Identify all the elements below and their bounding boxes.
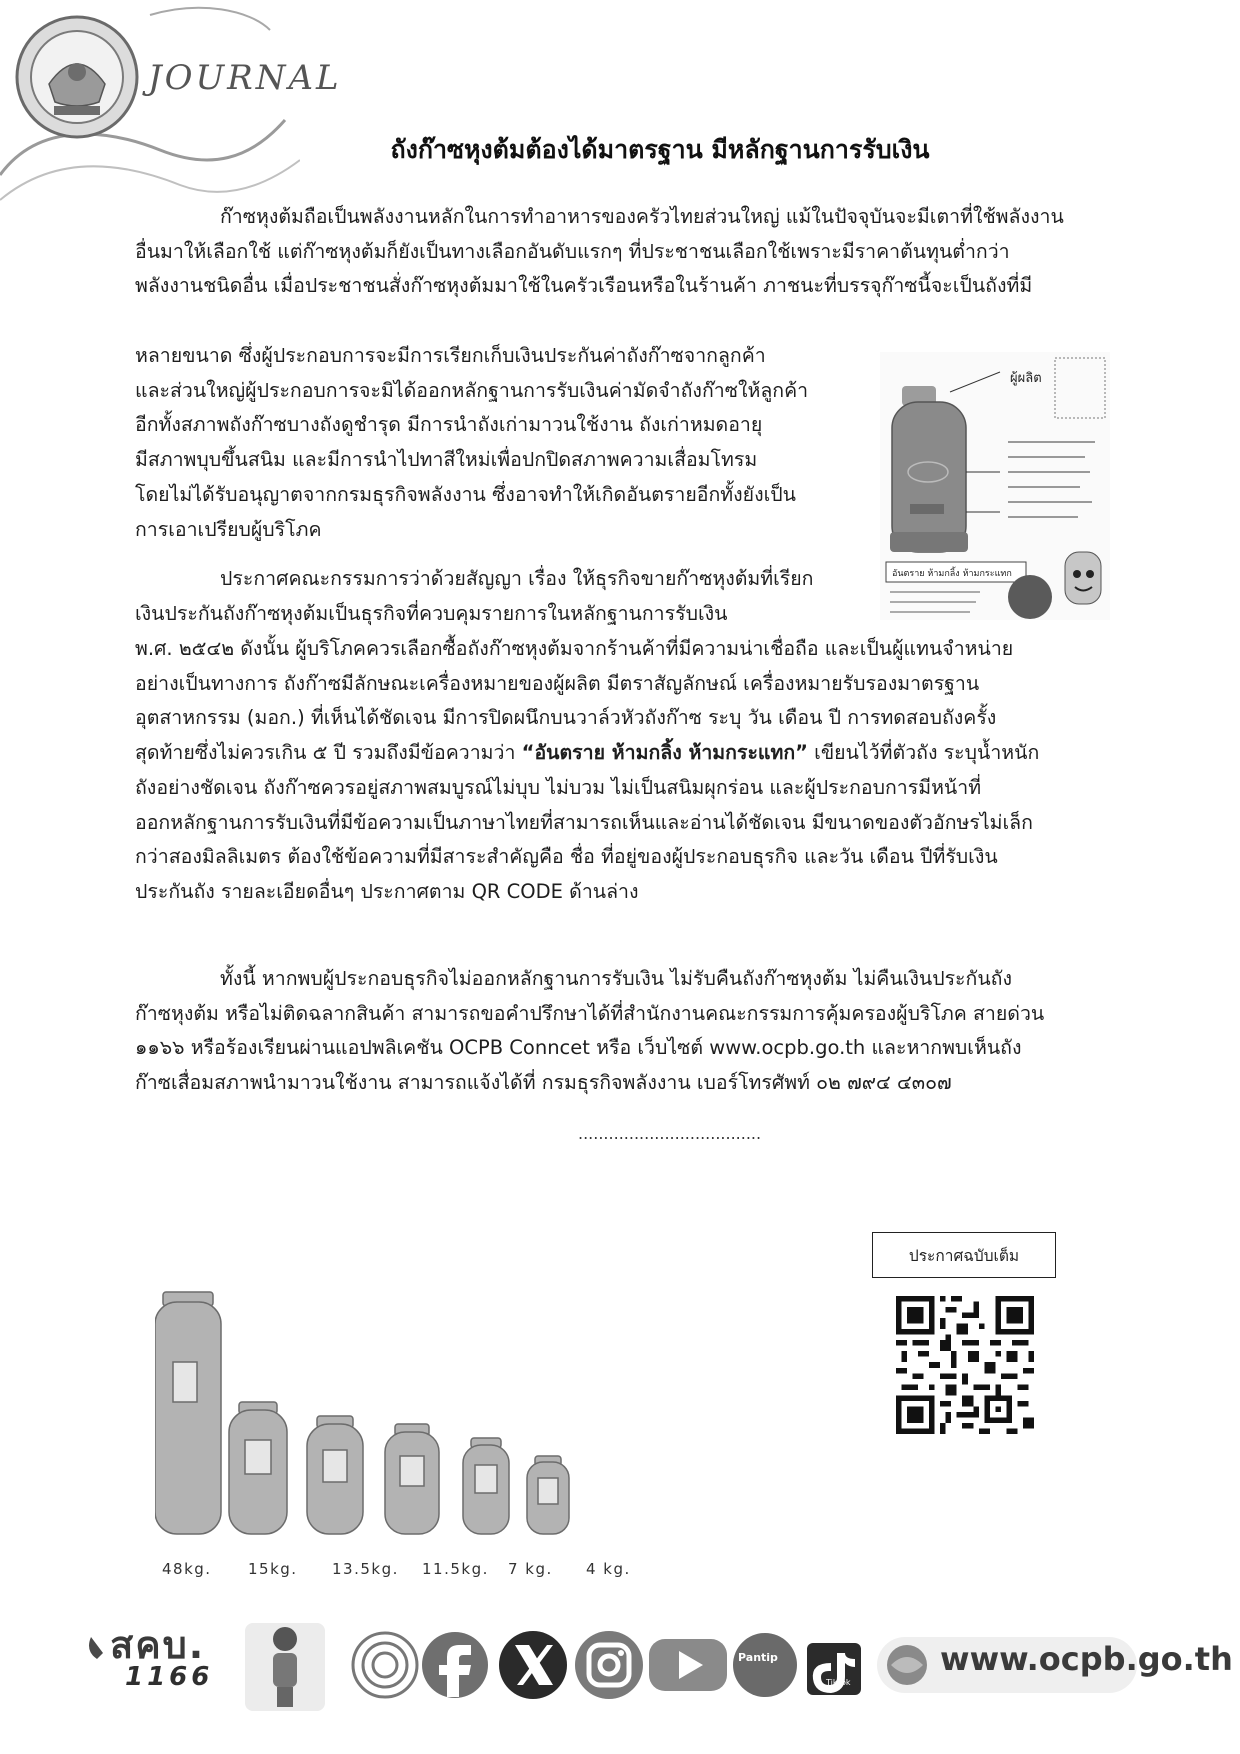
qr-code[interactable] — [896, 1296, 1034, 1434]
page-title: ถังก๊าซหุงต้มต้องได้มาตรฐาน มีหลักฐานการรับเงิน — [390, 135, 930, 164]
cylinder-label: 15kg. — [248, 1560, 298, 1578]
paragraph-intro-continued — [135, 339, 865, 547]
cylinder-48kg — [155, 1292, 221, 1534]
facebook-icon[interactable] — [422, 1632, 488, 1698]
text-line: หลายขนาด ซึ่งผู้ประกอบการจะมีการเรียกเก็บเงินประกันค่าถังก๊าซจากลูกค้า — [135, 344, 766, 367]
text-segment: สุดท้ายซึ่งไม่ควรเกิน ๕ ปี รวมถึงมีข้อความว่า — [135, 741, 522, 765]
paragraph-contact — [135, 962, 1105, 1101]
text-line: การเอาเปรียบผู้บริโภค — [135, 517, 322, 541]
cylinder-label: 13.5kg. — [332, 1560, 399, 1578]
phone-icon — [89, 1637, 103, 1659]
instagram-icon[interactable] — [575, 1631, 643, 1699]
text-line: อีกทั้งสภาพถังก๊าซบางถังดูชำรุด มีการนำถังเก่ามาวนใช้งาน ถังเก่าหมดอายุ — [135, 413, 763, 437]
text-line: ๑๑๖๖ หรือร้องเรียนผ่านแอปพลิเคชัน OCPB Conncet หรือ เว็บไซต์ www.ocpb.go.th และหากพบเห็นถัง — [135, 1036, 1022, 1060]
paragraph-announcement-start — [135, 562, 865, 631]
gas-cylinder-sizes — [155, 1290, 655, 1542]
text-line: อย่างเป็นทางการ ถังก๊าซมีลักษณะเครื่องหมายของผู้ผลิต มีตราสัญลักษณ์ เครื่องหมายรับรองมาตรฐาน — [135, 671, 980, 695]
pantip-icon[interactable] — [733, 1633, 797, 1697]
hotline-number: 1166 — [125, 1662, 214, 1692]
text-segment: เขียนไว้ที่ตัวถัง ระบุน้ำหนัก — [807, 741, 1040, 765]
agency-short-name: สคบ. — [110, 1623, 206, 1667]
tiktok-label: TikTok — [826, 1678, 851, 1687]
text-line: ประกาศคณะกรรมการว่าด้วยสัญญา เรื่อง ให้ธุรกิจขายก๊าซหุงต้มที่เรียก — [220, 567, 814, 590]
ocpb-connect-logo[interactable] — [353, 1633, 417, 1697]
text-line: พลังงานชนิดอื่น เมื่อประชาชนสั่งก๊าซหุงต้มมาใช้ในครัวเรือนหรือในร้านค้า ภาชนะที่บรรจุก๊าซนี้จะเป็นถังที่มี — [135, 274, 1033, 298]
text-line — [135, 736, 1105, 771]
gas-cylinder-infographic — [880, 352, 1110, 620]
text-line: อื่นมาให้เลือกใช้ แต่ก๊าซหุงต้มก็ยังเป็นทางเลือกอันดับแรกๆ ที่ประชาชนเลือกใช้เพราะมีราคาต้นทุนต่ำกว่า — [135, 239, 1010, 263]
cylinder-label: 11.5kg. — [422, 1560, 489, 1578]
full-announcement-label: ประกาศฉบับเต็ม — [872, 1232, 1056, 1278]
cylinder-label: 4 kg. — [586, 1560, 631, 1578]
text-line: เงินประกันถังก๊าซหุงต้มเป็นธุรกิจที่ควบคุมรายการในหลักฐานการรับเงิน — [135, 601, 728, 625]
mascot-figure — [245, 1623, 325, 1711]
cylinder-label: 48kg. — [162, 1560, 212, 1578]
text-line: โดยไม่ได้รับอนุญาตจากกรมธุรกิจพลังงาน ซึ่งอาจทำให้เกิดอันตรายอีกทั้งยังเป็น — [135, 482, 796, 506]
text-line: อุตสาหกรรม (มอก.) ที่เห็นได้ชัดเจน มีการปิดผนึกบนวาล์วหัวถังก๊าซ ระบุ วัน เดือน ปี การทดสอบถังครั้ง — [135, 706, 997, 730]
text-line: ออกหลักฐานการรับเงินที่มีข้อความเป็นภาษาไทยที่สามารถเห็นและอ่านได้ชัดเจน มีขนาดของตัวอักษรไม่เล็ก — [135, 810, 1033, 834]
cylinder-label: 7 kg. — [508, 1560, 553, 1578]
text-line: ทั้งนี้ หากพบผู้ประกอบธุรกิจไม่ออกหลักฐานการรับเงิน ไม่รับคืนถังก๊าซหุงต้ม ไม่คืนเงินประกันถัง — [220, 967, 1012, 990]
text-line: ก๊าซหุงต้มถือเป็นพลังงานหลักในการทำอาหารของครัวไทยส่วนใหญ่ แม้ในปัจจุบันจะมีเตาที่ใช้พลังงาน — [220, 205, 1064, 228]
x-twitter-icon[interactable] — [499, 1631, 567, 1699]
youtube-icon[interactable] — [649, 1639, 727, 1691]
cylinder-11-5kg — [385, 1424, 439, 1534]
pantip-label: Pantip — [738, 1651, 778, 1664]
tiktok-icon[interactable] — [807, 1643, 861, 1695]
text-line: มีสภาพบุบขึ้นสนิม และมีการนำไปทาสีใหม่เพื่อปกปิดสภาพความเสื่อมโทรม — [135, 448, 758, 472]
cylinder-15kg — [229, 1402, 287, 1534]
cylinder-4kg — [527, 1456, 569, 1534]
infographic-warning: อันตราย ห้ามกลิ้ง ห้ามกระแทก — [892, 569, 1012, 579]
text-line: กว่าสองมิลลิเมตร ต้องใช้ข้อความที่มีสาระสำคัญคือ ชื่อ ที่อยู่ของผู้ประกอบธุรกิจ และวัน เดือน ปีที่รับเงิน — [135, 845, 998, 869]
text-line: พ.ศ. ๒๕๔๒ ดังนั้น ผู้บริโภคควรเลือกซื้อถังก๊าซหุงต้มจากร้านค้าที่มีความน่าเชื่อถือ และเป็นผู้แทนจำหน่าย — [135, 637, 1014, 660]
ocpb-seal-logo — [14, 14, 140, 140]
warning-phrase: “อันตราย ห้ามกลิ้ง ห้ามกระแทก” — [521, 741, 808, 765]
text-line: ก๊าซเสื่อมสภาพนำมาวนใช้งาน สามารถแจ้งได้ที่ กรมธุรกิจพลังงาน เบอร์โทรศัพท์ ๐๒ ๗๙๔ ๔๓๐๗ — [135, 1071, 952, 1095]
cylinder-7kg — [463, 1438, 509, 1534]
dotted-separator: .................................... — [578, 1124, 762, 1143]
paragraph-intro — [135, 200, 1105, 304]
text-line: และส่วนใหญ่ผู้ประกอบการจะมิได้ออกหลักฐานการรับเงินค่ามัดจำถังก๊าซให้ลูกค้า — [135, 378, 809, 402]
text-line: ถังอย่างชัดเจน ถังก๊าซควรอยู่สภาพสมบูรณ์ไม่บุบ ไม่บวม ไม่เป็นสนิมผุกร่อน และผู้ประกอบการมีหน้าที่ — [135, 775, 982, 799]
cylinder-13-5kg — [307, 1416, 363, 1534]
text-line: ประกันถัง รายละเอียดอื่นๆ ประกาศตาม QR CODE ด้านล่าง — [135, 879, 639, 903]
paragraph-announcement — [135, 632, 1105, 910]
website-link[interactable]: www.ocpb.go.th — [940, 1640, 1233, 1678]
journal-heading-word: JOURNAL — [148, 58, 342, 98]
infographic-heading: ผู้ผลิต — [1010, 371, 1042, 386]
text-line: ก๊าซหุงต้ม หรือไม่ติดฉลากสินค้า สามารถขอคำปรึกษาได้ที่สำนักงานคณะกรรมการคุ้มครองผู้บริโภค สายด่วน — [135, 1001, 1045, 1025]
